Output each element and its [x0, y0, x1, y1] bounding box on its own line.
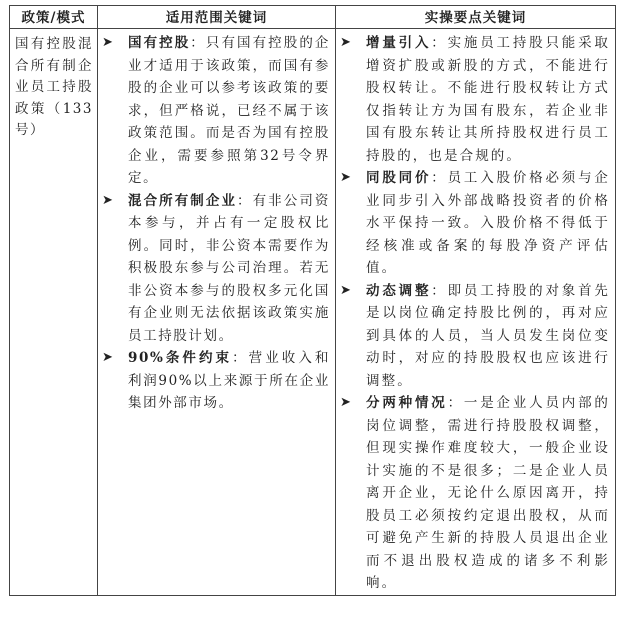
- header-practice-keywords: 实操要点关键词: [336, 6, 616, 29]
- policy-table: [9, 5, 616, 596]
- table-row: [10, 29, 616, 596]
- list-item-text: [366, 280, 610, 393]
- item-description: ：实施员工持股只能采取增资扩股或新股的方式，不能进行股权转让。不能进行股权转让方式仅指转让方为国有股东，若企业非国有股东转让其所持股权进行员工持股的，也是合规的。: [366, 35, 610, 164]
- item-description: ：一是企业人员内部的岗位调整，需进行持股股权调整，但现实操作难度较大，一般企业设计实施的不是很多；二是企业人员离开企业，无论什么原因离开，持股员工必须按约定退出股权，从而可避免产生新的持股人员退出企业而不退出股权造成的诸多不利影响。: [366, 395, 611, 591]
- item-keyword: 同股同价: [366, 170, 432, 186]
- list-item: [340, 392, 610, 595]
- item-description: ：员工入股价格必须与企业同步引入外部战略投资者的价格水平保持一致。入股价格不得低于经核准或备案的每股净资产评估值。: [366, 170, 610, 276]
- item-description: ：营业收入和利润90%以上来源于所在企业集团外部市场。: [128, 350, 330, 411]
- header-policy-mode: 政策/模式: [10, 6, 98, 29]
- list-item-text: [128, 347, 330, 415]
- list-item-text: [366, 392, 610, 595]
- list-item: [340, 32, 610, 167]
- list-item: [340, 167, 610, 280]
- item-keyword: 动态调整: [366, 282, 432, 299]
- header-scope-keywords: 适用范围关键词: [98, 6, 336, 29]
- arrowhead-bullet-icon: ➤: [340, 170, 351, 185]
- arrowhead-bullet-icon: ➤: [102, 350, 113, 365]
- item-description: ：有非公司资本参与，并占有一定股权比例。同时，非公资本需要作为积极股东参与公司治理。若无非公资本参与的股权多元化国有企业则无法依据该政策实施员工持股计划。: [128, 192, 331, 344]
- arrowhead-bullet-icon: ➤: [340, 35, 351, 50]
- list-item: [102, 190, 330, 348]
- table-header-row: [10, 6, 616, 29]
- item-keyword: 国有控股: [128, 35, 191, 51]
- list-item-text: [366, 32, 610, 167]
- item-keyword: 增量引入: [366, 35, 432, 51]
- list-item-text: [128, 32, 330, 190]
- item-keyword: 混合所有制企业: [128, 192, 238, 209]
- list-item: [102, 32, 330, 190]
- arrowhead-bullet-icon: ➤: [102, 192, 113, 208]
- list-item-text: [366, 167, 610, 280]
- list-item-text: [128, 190, 330, 348]
- item-keyword: 90%条件约束: [128, 350, 233, 366]
- practice-keywords-cell: [336, 29, 616, 596]
- scope-keywords-cell: [98, 29, 336, 596]
- policy-mode-cell: 国有控股混合所有制企业员工持股政策（133号）: [10, 29, 98, 596]
- arrowhead-bullet-icon: ➤: [340, 395, 351, 410]
- item-description: ：只有国有控股的企业才适用于该政策，而国有参股的企业可以参考该政策的要求，但严格说，已经不属于该政策范围。而是否为国有控股企业，需要参照第32号令界定。: [128, 35, 330, 186]
- item-description: ：即员工持股的对象首先是以岗位确定持股比例的，再对应到具体的人员，当人员发生岗位变动时，对应的持股股权也应该进行调整。: [366, 282, 610, 389]
- arrowhead-bullet-icon: ➤: [340, 282, 351, 298]
- arrowhead-bullet-icon: ➤: [102, 35, 113, 50]
- item-keyword: 分两种情况: [366, 395, 448, 411]
- list-item: [340, 280, 610, 393]
- list-item: [102, 347, 330, 415]
